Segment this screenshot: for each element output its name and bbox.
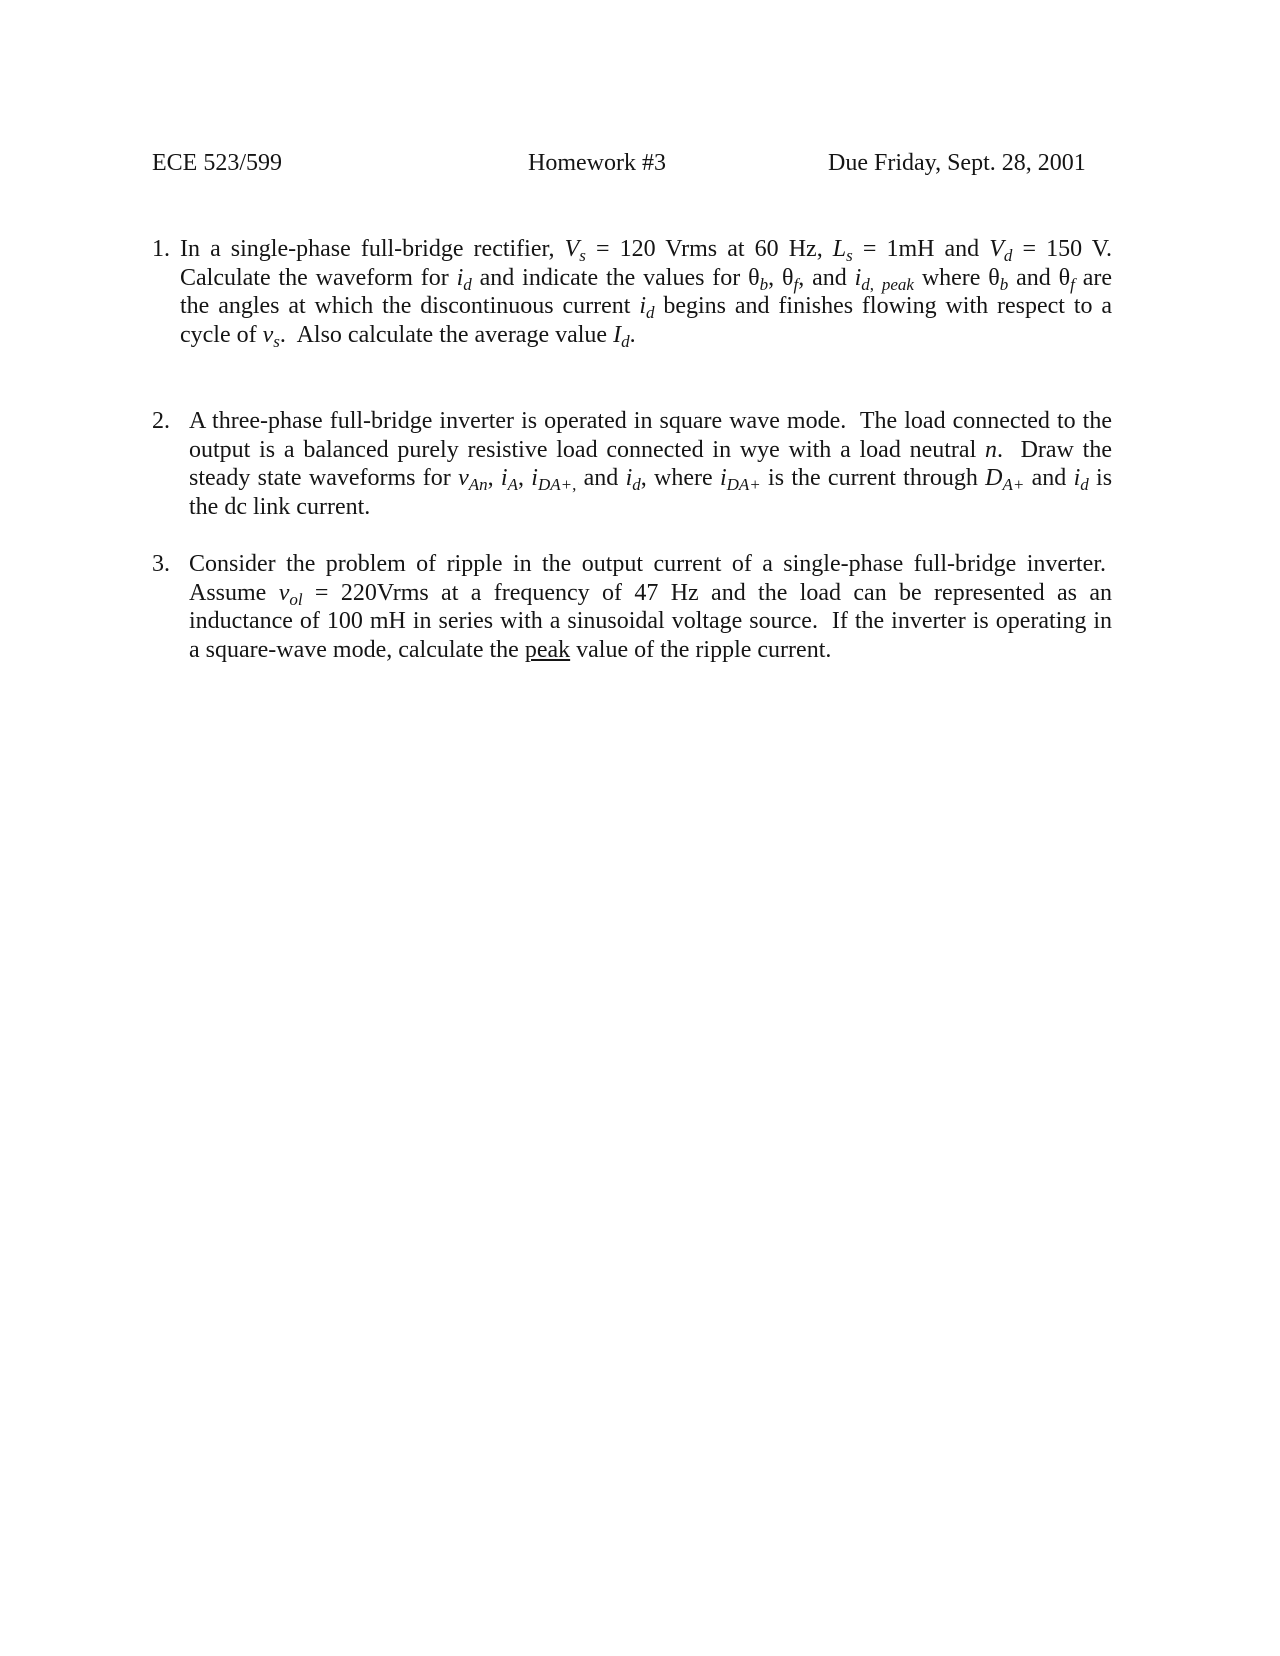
vs-value: 120 Vrms <box>619 236 718 262</box>
problem-2 <box>152 407 1112 521</box>
problem-text: A three-phase full-bridge inverter is operated in square wave mode. The load connected to the output is a balanced purely resistive load connected in wye with a load neutral n. Draw the steady state waveforms for $v_{An}$, $i_A$, $i_{DA+,}$ and $i_d$, where $i_{DA+}$ is the current through $D_{A+}$ and $i_d$ is the dc link current. <box>189 408 1113 520</box>
problem-number: 1. <box>152 236 170 262</box>
frequency-value: 60 Hz <box>754 236 817 262</box>
vd-value: 150 V <box>1046 236 1106 262</box>
ls-value: 1mH <box>886 236 935 262</box>
vol-value: 220Vrms <box>340 579 429 606</box>
inductance-value: 100 mH <box>326 608 406 634</box>
frequency-value: 47 Hz <box>634 579 699 606</box>
due-date: Due Friday, Sept. 28, 2001 <box>828 150 1086 176</box>
problem-number: 3. <box>152 551 170 577</box>
problem-text: In a single-phase full-bridge rectifier, $V_s = 120$ Vrms at 60 Hz, $L_s = 1mH$ and $V_d = 150$ V. Calculate the waveform for $i_d$ and indicate the values for $\theta_b$, $\theta_f$, and $i_{d,}$ $_{peak}$ where $\theta_b$ and $\theta_f$ are the angles at which the discontinuous current $i_d$ begins and finishes flowing with respect to a cycle of $v_s$. Also calculate the average value $I_d$. <box>180 236 1113 351</box>
problem-text: Consider the problem of ripple in the output current of a single-phase full-bridge inverter. Assume $v_{ol}$ = 220Vrms at a frequency of 47 Hz and the load can be represented as an inductance of 100 mH in series with a sinusoidal voltage source. If the inverter is operating in a square-wave mode, calculate the peak value of the ripple current. <box>189 551 1113 663</box>
page-header <box>152 150 1152 182</box>
problem-number: 2. <box>152 408 170 434</box>
homework-title: Homework #3 <box>528 150 666 176</box>
course-label: ECE 523/599 <box>152 150 282 176</box>
problem-3 <box>152 550 1112 664</box>
problem-1 <box>152 235 1112 349</box>
